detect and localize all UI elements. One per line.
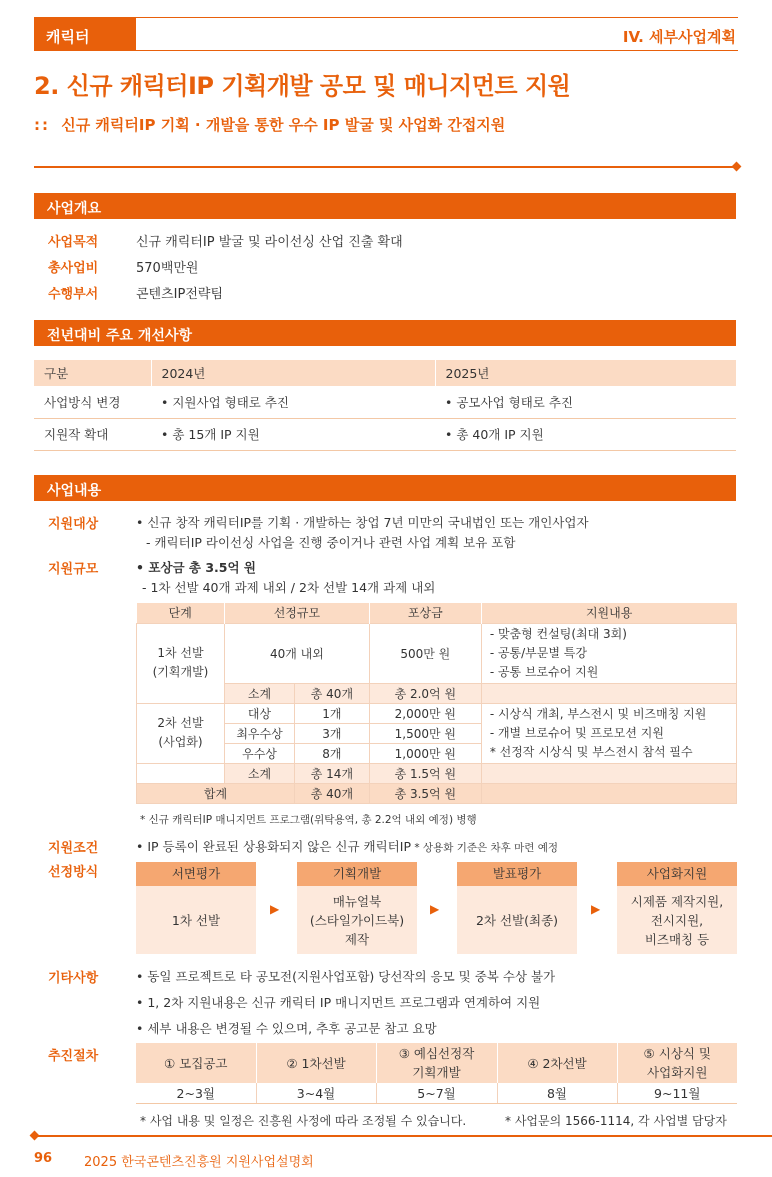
step-name-line: 기획개발 — [412, 1065, 461, 1080]
category-tab: 캐릭터 — [34, 17, 136, 51]
page-subtitle — [34, 114, 505, 135]
selection-step-body — [136, 886, 256, 954]
table-cell: 지원작 확대 — [34, 418, 151, 450]
award-count: 1개 — [295, 703, 370, 723]
col-header: 2024년 — [151, 360, 435, 386]
stage1-name — [137, 623, 225, 703]
stage1-support-item: - 공통/부문별 특강 — [489, 645, 587, 660]
step-body-line: (스타일가이드북) — [309, 912, 405, 928]
arrow-right-icon: ▶ — [430, 902, 440, 916]
step-name-line: ④ 2차선발 — [527, 1055, 587, 1071]
procedure-step — [376, 1043, 497, 1083]
selection-step-head: 발표평가 — [457, 862, 577, 886]
stage2-support-item: - 시상식 개최, 부스전시 및 비즈매칭 지원 — [489, 706, 707, 721]
title-divider — [34, 166, 736, 168]
selection-step-body — [457, 886, 577, 954]
table-row — [137, 703, 737, 723]
table-cell — [481, 783, 736, 803]
procedure-period: 8월 — [497, 1083, 617, 1103]
selection-step-head: 사업화지원 — [617, 862, 737, 886]
stage2-subtotal-prize: 총 1.5억 원 — [369, 763, 481, 783]
col-header: 구분 — [34, 360, 151, 386]
overview-label-budget: 총사업비 — [48, 261, 99, 276]
scale-label: 지원규모 — [48, 562, 99, 577]
step-body-line: 매뉴얼북 — [332, 893, 382, 909]
award-grade: 대상 — [225, 703, 295, 723]
table-cell: 사업방식 변경 — [34, 386, 151, 418]
procedure-step — [617, 1043, 737, 1083]
scale-line-1: • 포상금 총 3.5억 원 — [136, 560, 256, 575]
overview-value-dept: 콘텐츠IP전략팀 — [136, 287, 224, 302]
col-header: 2025년 — [435, 360, 736, 386]
selection-step-body — [617, 886, 737, 954]
table-row — [137, 683, 737, 703]
award-count: 8개 — [295, 743, 370, 763]
table-row — [137, 623, 737, 683]
footer-rule — [34, 1135, 772, 1137]
page-title: 2. 신규 캐릭터IP 기획개발 공모 및 매니지먼트 지원 — [34, 72, 571, 100]
scale-note: * 신규 캐릭터IP 매니지먼트 프로그램(위탁용역, 총 2.2억 내외 예정) 병행 — [140, 814, 477, 826]
overview-value-budget: 570백만원 — [136, 261, 199, 276]
stage2-name-line: 2차 선발 — [157, 716, 204, 730]
stage1-count: 40개 내외 — [225, 623, 370, 683]
procedure-note-schedule: * 사업 내용 및 일정은 진흥원 사정에 따라 조정될 수 있습니다. — [140, 1114, 467, 1128]
others-label: 기타사항 — [48, 971, 99, 986]
selection-step-head: 기획개발 — [297, 862, 417, 886]
target-line-1: • 신규 창작 캐릭터IP를 기획 · 개발하는 창업 7년 미만의 국내법인 또는 개인사업자 — [136, 515, 589, 530]
col-header: 단계 — [137, 603, 225, 623]
col-header: 지원내용 — [481, 603, 736, 623]
stage1-support-item: - 맞춤형 컨설팅(최대 3회) — [489, 626, 627, 641]
overview-label-dept: 수행부서 — [48, 287, 99, 302]
stage2-name — [137, 703, 225, 763]
subtitle-text: 신규 캐릭터IP 기획 · 개발을 통한 우수 IP 발굴 및 사업화 간접지원 — [61, 116, 506, 134]
table-cell — [481, 763, 736, 783]
table-cell: • 지원사업 형태로 추진 — [151, 386, 435, 418]
table-cell: • 총 40개 IP 지원 — [435, 418, 736, 450]
footer-diamond-icon — [30, 1131, 40, 1141]
stage2-subtotal-count: 총 14개 — [295, 763, 370, 783]
procedure-note-contact: * 사업문의 1566-1114, 각 사업별 담당자 — [505, 1114, 727, 1128]
step-name-line: ① 모집공고 — [164, 1055, 228, 1071]
page-source: 2025 한국콘텐츠진흥원 지원사업설명회 — [84, 1155, 314, 1170]
table-cell: • 총 15개 IP 지원 — [151, 418, 435, 450]
step-body-line: 비즈매칭 등 — [644, 931, 710, 947]
stage2-support — [481, 703, 736, 763]
target-label: 지원대상 — [48, 517, 99, 532]
selection-step-body — [297, 886, 417, 954]
procedure-period: 9~11월 — [617, 1083, 737, 1103]
stage1-subtotal-label: 소계 — [225, 683, 295, 703]
table-header-row — [34, 360, 736, 386]
content-heading: 사업내용 — [34, 475, 736, 501]
table-row — [34, 418, 736, 450]
improvements-table — [34, 360, 736, 451]
overview-heading: 사업개요 — [34, 193, 736, 219]
overview-label-purpose: 사업목적 — [48, 235, 99, 250]
selection-label: 선정방식 — [48, 865, 99, 880]
table-cell — [481, 683, 736, 703]
page-number: 96 — [34, 1151, 53, 1166]
step-body-line: 1차 선발 — [171, 912, 221, 928]
award-prize: 2,000만 원 — [369, 703, 481, 723]
scale-line-2: - 1차 선발 40개 과제 내외 / 2차 선발 14개 과제 내외 — [142, 580, 436, 595]
step-name-line: ⑤ 시상식 및 — [643, 1046, 711, 1061]
stage1-prize: 500만 원 — [369, 623, 481, 683]
procedure-step — [136, 1043, 256, 1083]
stage1-subtotal-prize: 총 2.0억 원 — [369, 683, 481, 703]
col-header: 선정규모 — [225, 603, 370, 623]
stage1-name-line: 1차 선발 — [157, 646, 204, 660]
table-row — [34, 386, 736, 418]
target-line-2: - 캐릭터IP 라이선싱 사업을 진행 중이거나 관련 사업 계획 보유 포함 — [146, 535, 516, 550]
procedure-table — [136, 1043, 737, 1104]
procedure-step — [497, 1043, 617, 1083]
table-header-row — [137, 603, 737, 623]
table-row — [137, 783, 737, 803]
stage2-support-item: * 선정작 시상식 및 부스전시 참석 필수 — [489, 744, 693, 759]
overview-value-purpose: 신규 캐릭터IP 발굴 및 라이선싱 산업 진출 확대 — [136, 235, 403, 250]
others-item: • 1, 2차 지원내용은 신규 캐릭터 IP 매니지먼트 프로그램과 연계하여 지원 — [136, 995, 541, 1010]
award-grade: 우수상 — [225, 743, 295, 763]
stage1-support-item: - 공통 브로슈어 지원 — [489, 664, 599, 679]
award-prize: 1,500만 원 — [369, 723, 481, 743]
step-body-line: 전시지원, — [650, 912, 704, 928]
step-name-line: 사업화지원 — [647, 1065, 708, 1080]
step-body-line: 제작 — [344, 931, 370, 947]
stage1-support — [481, 623, 736, 683]
stage2-subtotal-label: 소계 — [225, 763, 295, 783]
procedure-period: 3~4월 — [256, 1083, 376, 1103]
others-item: • 동일 프로젝트로 타 공모전(지원사업포함) 당선작의 응모 및 중복 수상 불가 — [136, 969, 556, 984]
step-name-line: ② 1차선발 — [286, 1055, 346, 1071]
table-row — [137, 763, 737, 783]
procedure-period: 5~7월 — [376, 1083, 497, 1103]
subtitle-mark: :: — [34, 116, 58, 134]
support-scale-table — [136, 603, 737, 804]
step-name-line: ③ 예심선정작 — [398, 1046, 475, 1061]
step-body-line: 2차 선발(최종) — [475, 912, 559, 928]
condition-label: 지원조건 — [48, 841, 99, 856]
others-item: • 세부 내용은 변경될 수 있으며, 추후 공고문 참고 요망 — [136, 1021, 437, 1036]
section-title: IV. 세부사업계획 — [622, 28, 736, 46]
arrow-right-icon: ▶ — [591, 902, 601, 916]
stage1-subtotal-count: 총 40개 — [295, 683, 370, 703]
table-cell — [137, 763, 225, 783]
procedure-label: 추진절차 — [48, 1049, 99, 1064]
condition-text — [136, 837, 558, 855]
stage2-name-line: (사업화) — [158, 735, 203, 749]
stage1-name-line: (기획개발) — [152, 665, 209, 679]
col-header: 포상금 — [369, 603, 481, 623]
condition-note: * 상용화 기준은 차후 마련 예정 — [411, 842, 558, 854]
table-row — [136, 1083, 737, 1103]
procedure-period: 2~3월 — [136, 1083, 256, 1103]
table-cell: • 공모사업 형태로 추진 — [435, 386, 736, 418]
total-label: 합계 — [137, 783, 295, 803]
selection-step-head: 서면평가 — [136, 862, 256, 886]
stage2-support-item: - 개별 브로슈어 및 프로모션 지원 — [489, 725, 664, 740]
award-prize: 1,000만 원 — [369, 743, 481, 763]
award-count: 3개 — [295, 723, 370, 743]
arrow-right-icon: ▶ — [270, 902, 280, 916]
total-count: 총 40개 — [295, 783, 370, 803]
divider-diamond-icon — [732, 162, 742, 172]
total-prize: 총 3.5억 원 — [369, 783, 481, 803]
procedure-step — [256, 1043, 376, 1083]
table-header-row — [136, 1043, 737, 1083]
improvements-heading: 전년대비 주요 개선사항 — [34, 320, 736, 346]
step-body-line: 시제품 제작지원, — [630, 893, 724, 909]
award-grade: 최우수상 — [225, 723, 295, 743]
condition-main: • IP 등록이 완료된 상용화되지 않은 신규 캐릭터IP — [136, 839, 411, 854]
